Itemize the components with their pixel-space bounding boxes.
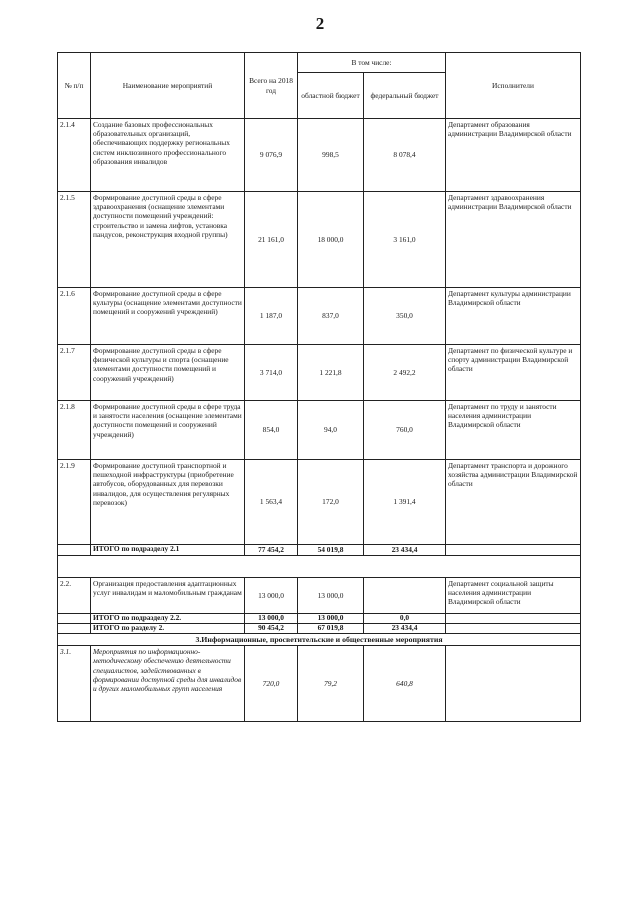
section-total-row [58, 624, 581, 634]
row-total: 1 563,4 [245, 460, 298, 545]
row-name: Формирование доступной среды в сфере физической культуры и спорта (оснащение элементами доступности помещений и сооружений учреждений) [91, 345, 245, 401]
row-name: Формирование доступной среды в сфере культуры (оснащение элементами доступности помещений и сооружений учреждений) [91, 288, 245, 345]
section-total-regional: 67 019,8 [298, 624, 364, 634]
row-federal: 8 078,4 [364, 119, 446, 192]
measures-table [57, 52, 581, 722]
row-name: Мероприятия по информационно-методическому обеспечению деятельности специалистов, задействованных в формировании доступной среды для инвалидов и других маломобильных групп населения [91, 646, 245, 722]
row-executor: Департамент по труду и занятости населения администрации Владимирской области [446, 401, 581, 460]
row-total: 1 187,0 [245, 288, 298, 345]
row-executor [446, 646, 581, 722]
row-regional: 79,2 [298, 646, 364, 722]
row-no: 2.1.4 [58, 119, 91, 192]
row-executor: Департамент социальной защиты населения администрации Владимирской области [446, 578, 581, 614]
row-no: 2.1.7 [58, 345, 91, 401]
row-name: Организация предоставления адаптационных услуг инвалидам и маломобильным гражданам [91, 578, 245, 614]
row-executor: Департамент здравоохранения администрации Владимирской области [446, 192, 581, 288]
row-no: 2.1.9 [58, 460, 91, 545]
page-number: 2 [315, 14, 325, 33]
subtotal-label: ИТОГО по подразделу 2.1 [91, 545, 245, 556]
subtotal-federal: 23 434,4 [364, 545, 446, 556]
row-regional: 13 000,0 [298, 578, 364, 614]
row-name: Формирование доступной транспортной и пешеходной инфраструктуры (приобретение автобусов, оборудованных для перевозки инвалидов, для осуществления регулярных перевозок) [91, 460, 245, 545]
header-total: Всего на 2018 год [245, 53, 298, 119]
section-total-label: ИТОГО по разделу 2. [91, 624, 245, 634]
table-row [58, 578, 581, 614]
row-federal: 3 161,0 [364, 192, 446, 288]
row-total: 9 076,9 [245, 119, 298, 192]
row-regional: 837,0 [298, 288, 364, 345]
header-no: № п/п [58, 53, 91, 119]
row-name: Создание базовых профессиональных образовательных организаций, обеспечивающих поддержку региональных систем инклюзивного профессионального образования инвалидов [91, 119, 245, 192]
row-federal: 2 492,2 [364, 345, 446, 401]
row-no: 2.1.6 [58, 288, 91, 345]
row-total: 3 714,0 [245, 345, 298, 401]
spacer-row [58, 556, 581, 578]
header-including: В том числе: [298, 53, 446, 73]
header-federal: федеральный бюджет [364, 73, 446, 119]
section-heading-row [58, 634, 581, 646]
row-executor: Департамент транспорта и дорожного хозяйства администрации Владимирской области [446, 460, 581, 545]
row-no: 2.1.5 [58, 192, 91, 288]
row-federal [364, 578, 446, 614]
table-row [58, 345, 581, 401]
row-total: 854,0 [245, 401, 298, 460]
row-federal: 1 391,4 [364, 460, 446, 545]
row-regional: 172,0 [298, 460, 364, 545]
table-row [58, 192, 581, 288]
row-name: Формирование доступной среды в сфере здравоохранения (оснащение элементами доступности помещений учреждений: строительство и замена лифтов, установка пандусов, реконструкция входной группы) [91, 192, 245, 288]
row-name: Формирование доступной среды в сфере труда и занятости населения (оснащение элементами доступности помещений и сооружений учреждений) [91, 401, 245, 460]
subtotal-total: 13 000,0 [245, 614, 298, 624]
subtotal-label: ИТОГО по подразделу 2.2. [91, 614, 245, 624]
section-total-total: 90 454,2 [245, 624, 298, 634]
row-no: 2.2. [58, 578, 91, 614]
row-regional: 998,5 [298, 119, 364, 192]
table-row [58, 119, 581, 192]
header-name: Наименование мероприятий [91, 53, 245, 119]
row-no: 2.1.8 [58, 401, 91, 460]
row-executor: Департамент культуры администрации Владимирской области [446, 288, 581, 345]
row-total: 13 000,0 [245, 578, 298, 614]
subtotal-row [58, 614, 581, 624]
row-regional: 18 000,0 [298, 192, 364, 288]
row-total: 21 161,0 [245, 192, 298, 288]
subtotal-row [58, 545, 581, 556]
section-total-federal: 23 434,4 [364, 624, 446, 634]
section-heading: 3.Информационные, просветительские и общественные мероприятия [58, 634, 581, 646]
row-regional: 1 221,8 [298, 345, 364, 401]
table-row [58, 288, 581, 345]
header-executors: Исполнители [446, 53, 581, 119]
subtotal-total: 77 454,2 [245, 545, 298, 556]
table-row [58, 401, 581, 460]
row-executor: Департамент по физической культуре и спорту администрации Владимирской области [446, 345, 581, 401]
row-federal: 760,0 [364, 401, 446, 460]
row-no: 3.1. [58, 646, 91, 722]
row-federal: 350,0 [364, 288, 446, 345]
row-total: 720,0 [245, 646, 298, 722]
row-regional: 94,0 [298, 401, 364, 460]
row-executor: Департамент образования администрации Владимирской области [446, 119, 581, 192]
subtotal-federal: 0,0 [364, 614, 446, 624]
table-row [58, 646, 581, 722]
row-federal: 640,8 [364, 646, 446, 722]
table-row [58, 460, 581, 545]
subtotal-regional: 13 000,0 [298, 614, 364, 624]
subtotal-regional: 54 019,8 [298, 545, 364, 556]
header-regional: областной бюджет [298, 73, 364, 119]
